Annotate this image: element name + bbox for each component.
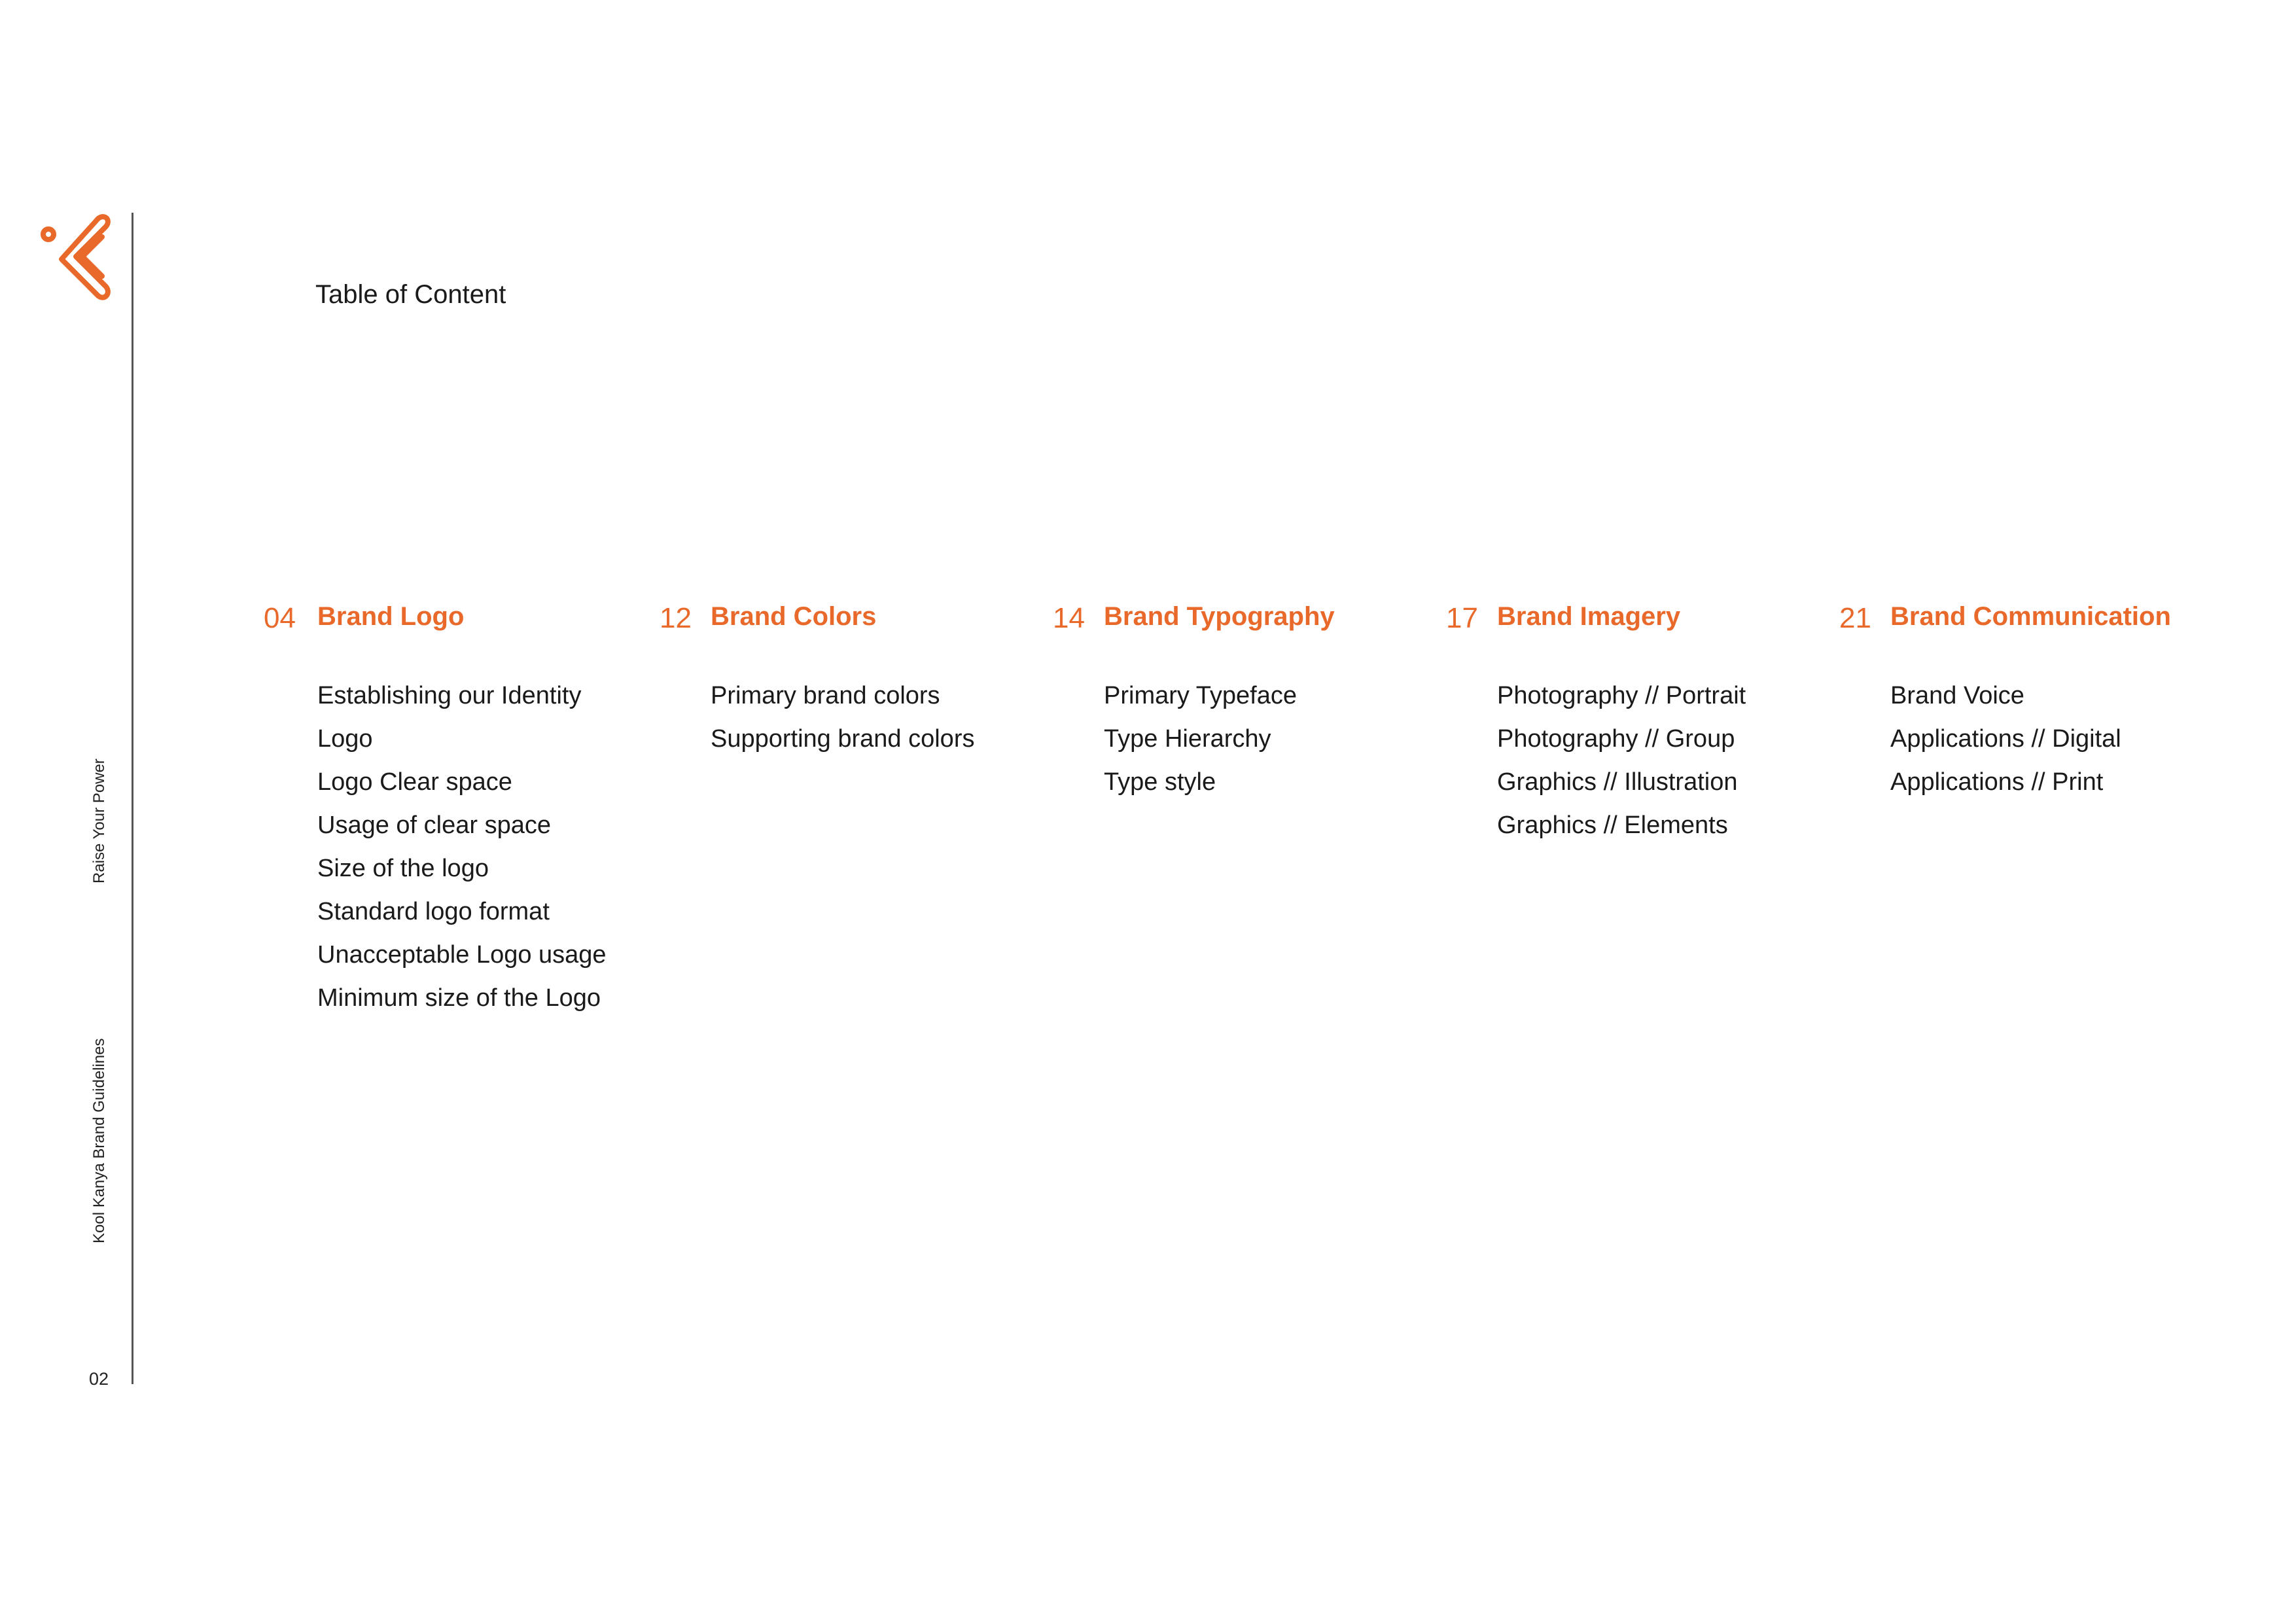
toc-section-brand-logo — [264, 602, 630, 1012]
toc-item[interactable]: Applications // Digital — [1890, 725, 2121, 753]
toc-item[interactable]: Photography // Portrait — [1497, 682, 1746, 709]
toc-item[interactable]: Logo Clear space — [317, 768, 512, 796]
toc-item[interactable]: Size of the logo — [317, 855, 489, 882]
toc-item[interactable]: Logo — [317, 725, 373, 753]
toc-section-brand-colors — [657, 602, 1023, 753]
page-title: Table of Content — [315, 280, 506, 309]
section-title[interactable]: Brand Logo — [317, 602, 465, 631]
toc-item[interactable]: Establishing our Identity — [317, 682, 582, 709]
toc-item[interactable]: Graphics // Illustration — [1497, 768, 1738, 796]
toc-item[interactable]: Unacceptable Logo usage — [317, 941, 607, 969]
toc-section-brand-communication — [1837, 602, 2203, 796]
section-title[interactable]: Brand Communication — [1890, 602, 2171, 631]
section-item-list — [711, 674, 974, 760]
toc-item[interactable]: Applications // Print — [1890, 768, 2104, 796]
toc-item[interactable]: Primary brand colors — [711, 682, 940, 709]
toc-item[interactable]: Graphics // Elements — [1497, 812, 1728, 839]
section-page-number[interactable]: 17 — [1446, 602, 1478, 634]
section-item-list — [1890, 674, 2121, 804]
toc-section-header — [1443, 602, 1810, 641]
section-page-number[interactable]: 21 — [1839, 602, 1871, 634]
toc-section-header — [1050, 602, 1417, 641]
toc-item[interactable]: Type Hierarchy — [1104, 725, 1271, 753]
toc-section-brand-imagery — [1443, 602, 1810, 839]
sidebar-tagline: Raise Your Power — [90, 758, 108, 883]
section-item-list — [1497, 674, 1746, 847]
toc-section-header — [1837, 602, 2203, 641]
section-page-number[interactable]: 12 — [660, 602, 692, 634]
sidebar-guidelines-title: Kool Kanya Brand Guidelines — [90, 1038, 108, 1243]
sidebar-divider — [132, 213, 133, 1384]
section-page-number[interactable]: 04 — [264, 602, 296, 634]
section-title[interactable]: Brand Colors — [711, 602, 877, 631]
section-page-number[interactable]: 14 — [1053, 602, 1085, 634]
toc-item[interactable]: Photography // Group — [1497, 725, 1735, 753]
toc-item[interactable]: Usage of clear space — [317, 812, 551, 839]
section-title[interactable]: Brand Imagery — [1497, 602, 1681, 631]
brand-logo-icon — [39, 211, 111, 309]
toc-item[interactable]: Supporting brand colors — [711, 725, 975, 753]
section-item-list — [317, 674, 607, 1020]
toc-item[interactable]: Minimum size of the Logo — [317, 984, 601, 1012]
toc-section-header — [657, 602, 1023, 641]
toc-item[interactable]: Standard logo format — [317, 898, 550, 925]
toc-item[interactable]: Brand Voice — [1890, 682, 2024, 709]
toc-item[interactable]: Type style — [1104, 768, 1216, 796]
toc-section-brand-typography — [1050, 602, 1417, 796]
section-title[interactable]: Brand Typography — [1104, 602, 1335, 631]
toc-section-header — [264, 602, 630, 641]
page-number: 02 — [89, 1369, 109, 1389]
section-item-list — [1104, 674, 1297, 804]
toc-item[interactable]: Primary Typeface — [1104, 682, 1297, 709]
